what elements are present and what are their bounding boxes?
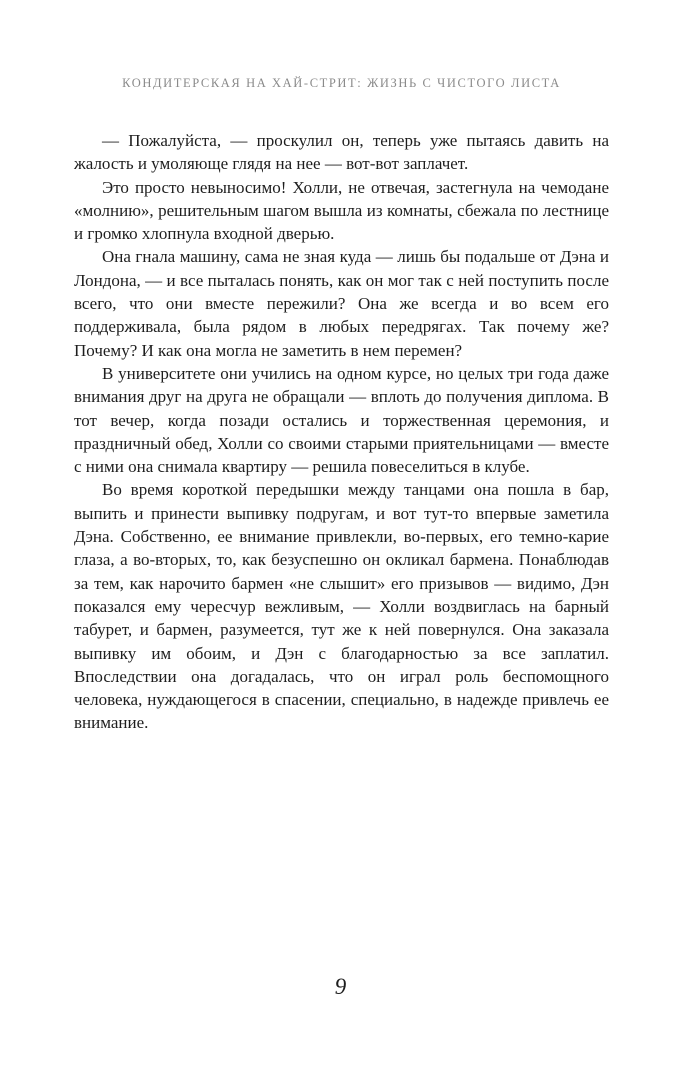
text-block: [74, 129, 609, 735]
paragraph: В университете они учились на одном курсе, но целых три года даже внимания друг на друга не обращали — вплоть до получения диплома. В тот вечер, когда позади остались и торжественная церемония, и праздничный обед, Холли со своими старыми приятельницами — вместе с ними она снимала квартиру — решила повеселиться в клубе.: [74, 363, 609, 477]
paragraph: Во время короткой передышки между танцами она пошла в бар, выпить и принести выпивку подругам, и вот тут-то впервые заметила Дэна. Собственно, ее внимание привлекли, во-первых, его темно-карие глаза, а во-вторых, то, как безуспешно он окликал бармена. Понаблюдав за тем, как нарочито бармен «не слышит» его призывов — видимо, Дэн показался ему чересчур вежливым, — Холли воздвиглась на барный табурет, и бармен, разумеется, тут же к ней повернулся. Она заказала выпивку им обоим, и Дэн с благодарностью за все заплатил. Впоследствии она догадалась, что он играл роль беспомощного человека, нуждающегося в спасении, специально, в надежде привлечь ее внимание.: [74, 480, 609, 733]
paragraph: Это просто невыносимо! Холли, не отвечая, застегнула на чемодане «молнию», решительным шагом вышла из комнаты, сбежала по лестнице и громко хлопнула входной дверью.: [74, 177, 609, 244]
paragraph: Она гнала машину, сама не зная куда — лишь бы подальше от Дэна и Лондона, — и все пыталась понять, как он мог так с ней поступить после всего, что они вместе пережили? Она же всегда и во всем его поддерживала, была рядом в любых передрягах. Так почему же? Почему? И как она могла не заметить в нем перемен?: [74, 247, 609, 360]
page-number: 9: [334, 974, 347, 999]
paragraph: — Пожалуйста, — проскулил он, теперь уже пытаясь давить на жалость и умоляюще глядя на нее — вот-вот заплачет.: [74, 131, 609, 174]
book-page: [0, 76, 681, 1076]
running-header: КОНДИТЕРСКАЯ НА ХАЙ-СТРИТ: ЖИЗНЬ С ЧИСТОГО ЛИСТА: [122, 76, 561, 90]
